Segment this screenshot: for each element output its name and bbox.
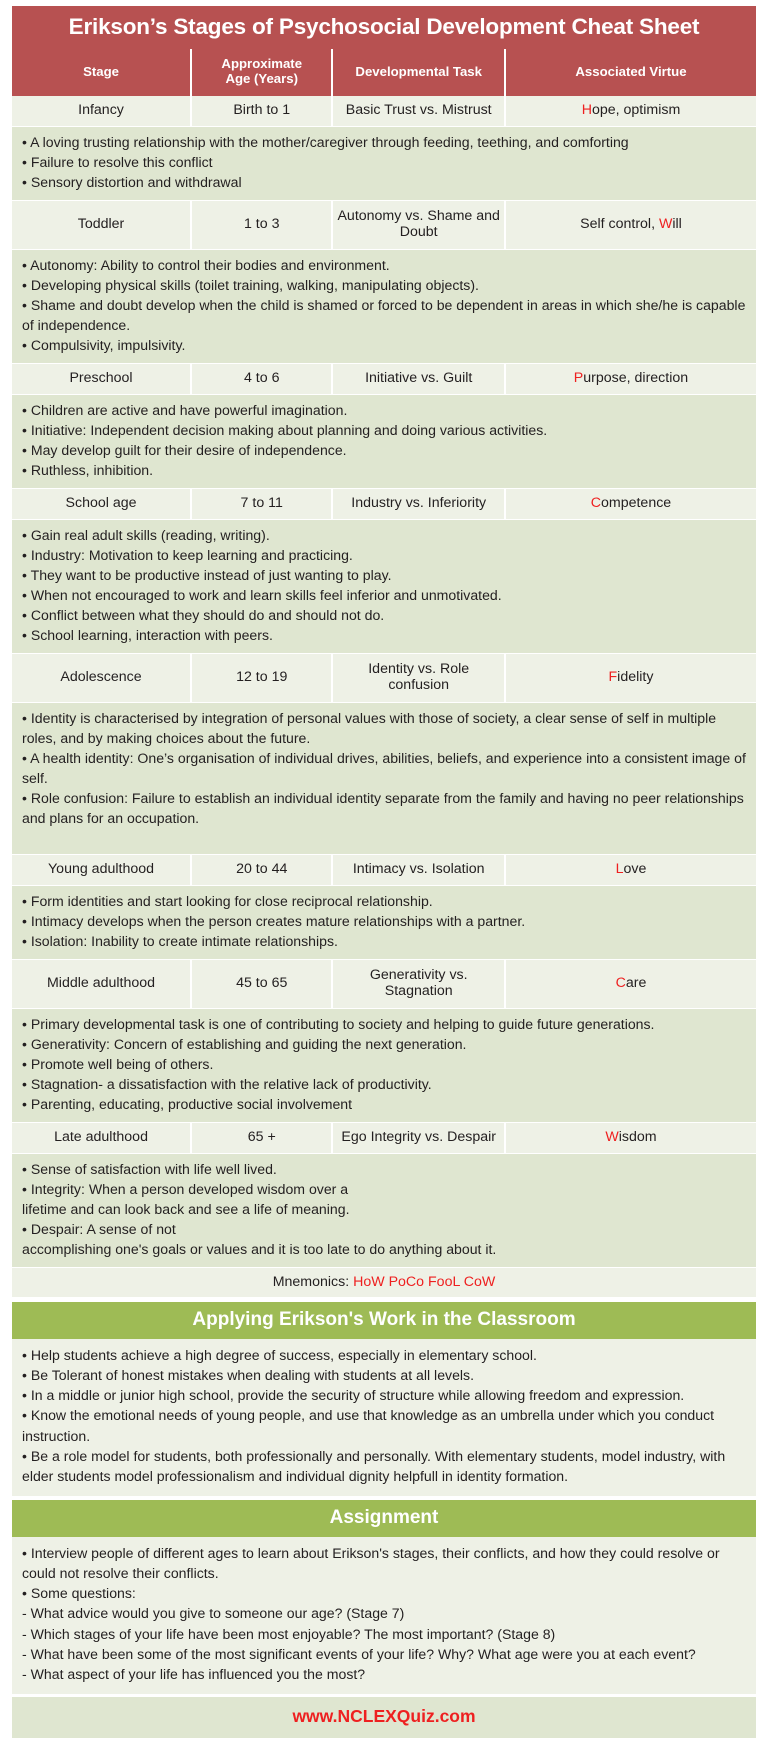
column-header-age-line2: Age (Years) bbox=[225, 71, 299, 87]
virtue-initial: C bbox=[590, 494, 601, 511]
detail-line: • Promote well being of others. bbox=[22, 1055, 214, 1072]
footer-url[interactable]: www.NCLEXQuiz.com bbox=[292, 1705, 476, 1726]
detail-line: • Isolation: Inability to create intimate relationships. bbox=[22, 932, 338, 949]
detail-line: • School learning, interaction with peers. bbox=[22, 626, 273, 643]
assignment-item: - What aspect of your life has influenced you the most? bbox=[22, 1666, 366, 1683]
table-row bbox=[12, 960, 756, 1009]
classroom-item: • In a middle or junior high school, provide the security of structure while allowing freedom and expression. bbox=[22, 1387, 685, 1404]
detail-line: • Identity is characterised by integration of personal values with those of society, a clear sense of self in multiple roles, and by making choices about the future. bbox=[22, 709, 717, 746]
table-row bbox=[12, 201, 756, 250]
detail-line: • Intimacy develops when the person creates mature relationships with a partner. bbox=[22, 912, 526, 929]
assignment-item: • Some questions: bbox=[22, 1585, 136, 1602]
cell-virtue bbox=[506, 201, 756, 250]
classroom-section-heading: Applying Erikson's Work in the Classroom bbox=[12, 1302, 756, 1339]
column-header-task: Developmental Task bbox=[333, 49, 506, 96]
virtue-initial: W bbox=[658, 215, 673, 232]
assignment-item: - Which stages of your life have been most enjoyable? The most important? (Stage 8) bbox=[22, 1625, 556, 1642]
table-row bbox=[12, 364, 756, 395]
detail-block bbox=[12, 250, 756, 364]
detail-line: lifetime and can look back and see a life of meaning. bbox=[22, 1200, 350, 1217]
detail-line: accomplishing one's goals or values and it is too late to do anything about it. bbox=[22, 1240, 497, 1257]
cell-stage: Preschool bbox=[12, 364, 192, 395]
cell-task: Autonomy vs. Shame and Doubt bbox=[333, 201, 506, 250]
virtue-rest: are bbox=[625, 974, 647, 991]
column-header-virtue: Associated Virtue bbox=[506, 49, 756, 96]
virtue-rest: ill bbox=[672, 215, 682, 232]
cell-stage: Toddler bbox=[12, 201, 192, 250]
mnemonics-row bbox=[12, 1268, 756, 1298]
cell-stage: Middle adulthood bbox=[12, 960, 192, 1009]
cell-stage: Late adulthood bbox=[12, 1123, 192, 1154]
detail-line: • Role confusion: Failure to establish an individual identity separate from the family and having no peer relationships and plans for an occupation. bbox=[22, 789, 744, 826]
stages-table bbox=[12, 49, 756, 1298]
detail-block bbox=[12, 1154, 756, 1268]
detail-block bbox=[12, 127, 756, 201]
detail-line: • May develop guilt for their desire of independence. bbox=[22, 441, 347, 458]
classroom-item: • Be Tolerant of honest mistakes when dealing with students at all levels. bbox=[22, 1366, 475, 1383]
page-title: Erikson’s Stages of Psychosocial Development Cheat Sheet bbox=[12, 6, 756, 49]
cell-stage: Adolescence bbox=[12, 654, 192, 703]
virtue-initial: F bbox=[608, 668, 618, 685]
mnemonics-code: HoW PoCo FooL CoW bbox=[353, 1273, 496, 1290]
cell-age: 4 to 6 bbox=[192, 364, 333, 395]
virtue-rest: idelity bbox=[617, 668, 654, 685]
classroom-item: • Help students achieve a high degree of success, especially in elementary school. bbox=[22, 1346, 537, 1363]
table-row bbox=[12, 1123, 756, 1154]
virtue-initial: P bbox=[573, 369, 584, 386]
footer bbox=[12, 1697, 756, 1738]
cell-virtue bbox=[506, 96, 756, 127]
detail-line: • Compulsivity, impulsivity. bbox=[22, 336, 186, 353]
assignment-item: - What advice would you give to someone our age? (Stage 7) bbox=[22, 1605, 405, 1622]
detail-line: • Stagnation- a dissatisfaction with the relative lack of productivity. bbox=[22, 1075, 432, 1092]
table-row bbox=[12, 855, 756, 886]
detail-block bbox=[12, 703, 756, 855]
detail-line: • Initiative: Independent decision making about planning and doing various activities. bbox=[22, 421, 548, 438]
virtue-rest: ompetence bbox=[601, 494, 672, 511]
cell-age: 65 + bbox=[192, 1123, 333, 1154]
detail-line: • Industry: Motivation to keep learning and practicing. bbox=[22, 546, 353, 563]
mnemonics-label: Mnemonics: bbox=[272, 1273, 354, 1290]
assignment-item: • Interview people of different ages to learn about Erikson's stages, their conflicts, and how they could resolve or could not resolve their conflicts. bbox=[22, 1544, 720, 1581]
cell-virtue bbox=[506, 855, 756, 886]
detail-line: • When not encouraged to work and learn skills feel inferior and unmotivated. bbox=[22, 586, 502, 603]
detail-line: • Ruthless, inhibition. bbox=[22, 461, 154, 478]
cell-stage: School age bbox=[12, 489, 192, 520]
cell-virtue bbox=[506, 364, 756, 395]
table-row bbox=[12, 654, 756, 703]
cell-virtue bbox=[506, 489, 756, 520]
detail-block bbox=[12, 395, 756, 489]
detail-line: • Form identities and start looking for close reciprocal relationship. bbox=[22, 892, 433, 909]
cell-virtue bbox=[506, 654, 756, 703]
cell-task: Generativity vs. Stagnation bbox=[333, 960, 506, 1009]
detail-line: • Sensory distortion and withdrawal bbox=[22, 173, 242, 190]
classroom-item: • Be a role model for students, both professionally and personally. With elementary students, model industry, with elder students model professionalism and individual dignity helpfull in identity formation. bbox=[22, 1448, 726, 1485]
detail-spacer bbox=[22, 828, 746, 846]
detail-line: • Developing physical skills (toilet training, walking, manipulating objects). bbox=[22, 276, 479, 293]
cell-virtue bbox=[506, 960, 756, 1009]
cell-task: Ego Integrity vs. Despair bbox=[333, 1123, 506, 1154]
virtue-initial: H bbox=[581, 101, 592, 118]
detail-line: • A loving trusting relationship with the mother/caregiver through feeding, teething, and comforting bbox=[22, 133, 629, 150]
virtue-initial: C bbox=[615, 974, 626, 991]
virtue-initial: L bbox=[615, 860, 624, 877]
cell-virtue bbox=[506, 1123, 756, 1154]
column-header-age bbox=[192, 49, 333, 96]
virtue-rest: isdom bbox=[618, 1128, 657, 1145]
detail-line: • Sense of satisfaction with life well lived. bbox=[22, 1160, 277, 1177]
cell-age: 12 to 19 bbox=[192, 654, 333, 703]
detail-line: • Despair: A sense of not bbox=[22, 1220, 176, 1237]
detail-line: • Failure to resolve this conflict bbox=[22, 153, 213, 170]
column-header-stage: Stage bbox=[12, 49, 192, 96]
cell-age: 7 to 11 bbox=[192, 489, 333, 520]
cell-age: 45 to 65 bbox=[192, 960, 333, 1009]
detail-line: • Gain real adult skills (reading, writing). bbox=[22, 526, 270, 543]
assignment-section-heading: Assignment bbox=[12, 1500, 756, 1537]
virtue-initial: W bbox=[605, 1128, 619, 1145]
detail-line: • Children are active and have powerful imagination. bbox=[22, 401, 348, 418]
detail-line: • A health identity: One’s organisation of individual drives, abilities, beliefs, and experience into a consistent image of self. bbox=[22, 749, 746, 786]
cell-task: Basic Trust vs. Mistrust bbox=[333, 96, 506, 127]
virtue-prefix: Self control, bbox=[580, 215, 659, 232]
detail-line: • Autonomy: Ability to control their bodies and environment. bbox=[22, 256, 390, 273]
table-row bbox=[12, 96, 756, 127]
detail-line: • Generativity: Concern of establishing and guiding the next generation. bbox=[22, 1035, 467, 1052]
table-header-row bbox=[12, 49, 756, 96]
cell-task: Industry vs. Inferiority bbox=[333, 489, 506, 520]
classroom-item: • Know the emotional needs of young people, and use that knowledge as an umbrella under which you conduct instruction. bbox=[22, 1407, 715, 1444]
detail-line: • They want to be productive instead of just wanting to play. bbox=[22, 566, 392, 583]
cell-age: 1 to 3 bbox=[192, 201, 333, 250]
cell-stage: Infancy bbox=[12, 96, 192, 127]
virtue-rest: urpose, direction bbox=[583, 369, 689, 386]
detail-block bbox=[12, 1009, 756, 1123]
detail-block bbox=[12, 886, 756, 960]
virtue-rest: ope, optimism bbox=[591, 101, 681, 118]
cell-task: Identity vs. Role confusion bbox=[333, 654, 506, 703]
detail-line: • Parenting, educating, productive social involvement bbox=[22, 1095, 353, 1112]
column-header-age-line1: Approximate bbox=[221, 56, 303, 72]
classroom-section-body bbox=[12, 1339, 756, 1496]
assignment-section-body bbox=[12, 1537, 756, 1694]
detail-block bbox=[12, 520, 756, 654]
cell-stage: Young adulthood bbox=[12, 855, 192, 886]
cell-task: Intimacy vs. Isolation bbox=[333, 855, 506, 886]
table-row bbox=[12, 489, 756, 520]
assignment-item: - What have been some of the most significant events of your life? Why? What age were you at each event? bbox=[22, 1646, 696, 1662]
cell-age: Birth to 1 bbox=[192, 96, 333, 127]
cell-task: Initiative vs. Guilt bbox=[333, 364, 506, 395]
detail-line: • Primary developmental task is one of contributing to society and helping to guide future generations. bbox=[22, 1015, 655, 1032]
detail-line: • Conflict between what they should do and should not do. bbox=[22, 606, 385, 623]
detail-line: • Integrity: When a person developed wisdom over a bbox=[22, 1180, 349, 1197]
cell-age: 20 to 44 bbox=[192, 855, 333, 886]
detail-line: • Shame and doubt develop when the child is shamed or forced to be dependent in areas in which she/he is capable of independence. bbox=[22, 296, 746, 333]
virtue-rest: ove bbox=[623, 860, 647, 877]
